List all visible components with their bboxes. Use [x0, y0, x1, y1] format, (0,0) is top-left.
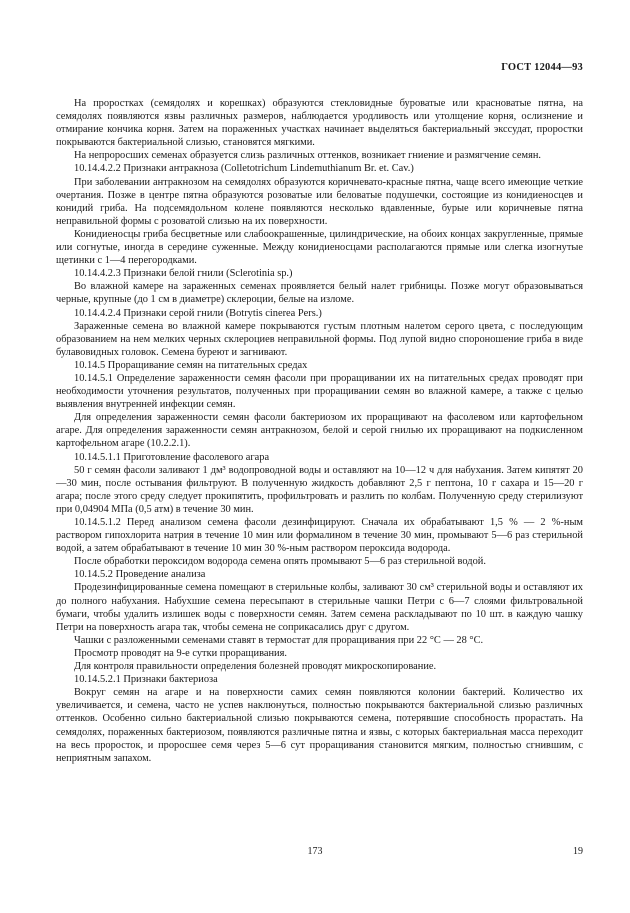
paragraph: Для определения зараженности семян фасоли бактериозом их проращивают на фасолевом или картофельном агаре. Для определения зараженности семян антракнозом, белой и серой гнилью их проращивают на подкисленном картофельном агаре (10.2.2.1). — [56, 412, 583, 450]
section-heading: 10.14.4.2.4 Признаки серой гнили (Botrytis cinerea Pers.) — [74, 307, 322, 319]
paragraph: Просмотр проводят на 9-е сутки проращивания. — [74, 647, 287, 659]
section-heading: 10.14.5.2.1 Признаки бактериоза — [74, 674, 218, 686]
paragraph: Для контроля правильности определения болезней проводят микроскопирование. — [74, 661, 437, 673]
document-body — [56, 97, 583, 765]
paragraph: После обработки пероксидом водорода семена опять промывают 5—6 раз стерильной водой. — [74, 556, 486, 568]
section-heading: 10.14.5.1.1 Приготовление фасолевого агара — [74, 451, 270, 463]
paragraph: 10.14.5.1 Определение зараженности семян фасоли при проращивании их на питательных средах проводят при необходимости уточнения результатов, полученных при проращивании семян во влажной камере, а также с целью выявления внутренней инфекции семян. — [56, 372, 583, 411]
paragraph: Зараженные семена во влажной камере покрываются густым плотным налетом серого цвета, с последующим образованием на нем мелких черных склероциев неправильной формы. Под лупой видно спороношение гриба в виде булавовидных головок. Семена буреют и загнивают. — [56, 320, 583, 358]
paragraph: На непроросших семенах образуется слизь различных оттенков, возникает гниение и размягчение семян. — [74, 150, 542, 162]
paragraph: 10.14.5.1.2 Перед анализом семена фасоли дезинфицируют. Сначала их обрабатывают 1,5 % — 2 %-ным раствором гипохлорита натрия в течение 10 мин или формалином в течение 30 мин, промывают 5—6 раз стерильной водой, а затем обрабатывают в течение 10 мин 30 %-ным раствором пероксида водорода. — [56, 517, 583, 555]
paragraph: Конидиеносцы гриба бесцветные или слабоокрашенные, цилиндрические, на обоих концах закругленные, прямые или согнутые, иногда в середине суженные. Между конидиеносцами располагаются прямые или слегка изогнутые щетинки с 1—4 перегородками. — [56, 228, 583, 267]
paragraph: Продезинфицированные семена помещают в стерильные колбы, заливают 30 см³ стерильной воды и оставляют их до полного набухания. Набухшие семена пересыпают в стерильные чашки Петри с 6—7 слоями фильтровальной бумаги, чтобы удалить излишек воды с поверхности семян. Затем семена раскладывают по 10 шт. в каждую чашку Петри на поверхность агара так, чтобы семена не соприкасались друг с другом. — [56, 582, 583, 633]
paragraph: Чашки с разложенными семенами ставят в термостат для проращивания при 22 °С — 28 °С. — [74, 634, 484, 646]
section-heading: 10.14.5 Проращивание семян на питательных средах — [74, 359, 308, 371]
document-header-standard: ГОСТ 12044—93 — [501, 62, 583, 73]
paragraph: При заболевании антракнозом на семядолях образуются коричневато-красные пятна, чаще всего имеющие четкие очертания. Позже в центре пятна образуются розоватые или беловатые подушечки, состоящие из конидиеносцев и конидий гриба. На подсемядольном колене появляются несколько вдавленные, бурые или коричневые пятна неправильной формы с розоватой слизью на их поверхности. — [56, 176, 583, 227]
section-heading: 10.14.5.2 Проведение анализа — [74, 569, 206, 581]
paragraph: Вокруг семян на агаре и на поверхности самих семян появляются колонии бактерий. Количество их увеличивается, и семена, часто не успев наклюнуться, полностью покрываются бактериальной слизью различных оттенков. Особенно сильно бактериальной слизью покрываются семена, потерявшие способность прорастать. На семядолях, пораженных бактериозом, появляются различные пятна и язвы, с которых бактериальная масса переходит на весь проросток, и проросшее семя через 5—6 сут проращивания становится мягким, полностью сгнившим, с неприятным запахом. — [56, 687, 583, 764]
section-heading: 10.14.4.2.2 Признаки антракноза (Colletotrichum Lindemuthianum Br. et. Cav.) — [74, 163, 414, 175]
section-heading: 10.14.4.2.3 Признаки белой гнили (Sclerotinia sp.) — [74, 268, 293, 280]
page-number-right: 19 — [573, 846, 583, 857]
paragraph: 50 г семян фасоли заливают 1 дм³ водопроводной воды и оставляют на 10—12 ч для набухания. Затем кипятят 20—30 мин, после остывания фильтруют. В полученную жидкость добавляют 2,5 г пептона, 10 г сахара и 15—20 г агара; после этого среду следует прокипятить, профильтровать и разлить по колбам. Полученную среду стерилизуют при 0,04904 МПа (0,5 атм) в течение 30 мин. — [56, 464, 583, 515]
page-number-center: 173 — [307, 846, 323, 857]
paragraph: На проростках (семядолях и корешках) образуются стекловидные буроватые или красноватые пятна, на семядолях появляются язвы различных размеров, наблюдается уродливость или утолщение корня, ослизнение и отмирание кончика корня. Затем на пораженных участках начинает выделяться бактериальный экссудат, проростки покрываются бактериальной слизью, становятся мягкими. — [56, 98, 583, 149]
paragraph: Во влажной камере на зараженных семенах проявляется белый налет грибницы. Позже могут образовываться черные, крупные (до 1 см в диаметре) склероции, белые на изломе. — [56, 281, 583, 306]
